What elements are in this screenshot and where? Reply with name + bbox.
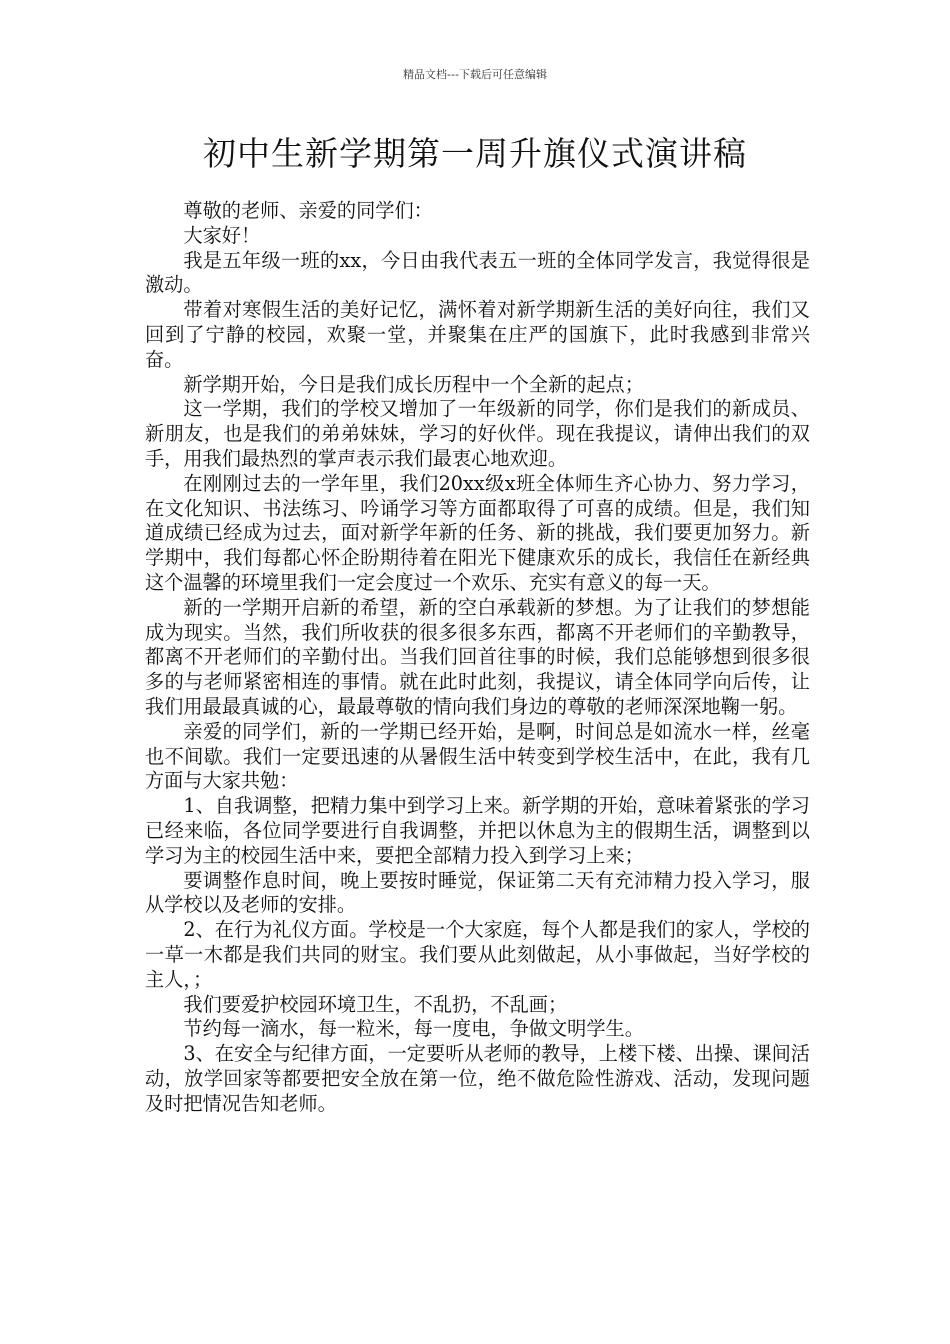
paragraph-new-start: 新学期开始，今日是我们成长历程中一个全新的起点； bbox=[183, 372, 644, 396]
document-body bbox=[145, 199, 810, 1116]
paragraph-hello: 大家好！ bbox=[183, 223, 261, 247]
paragraph-saving: 节约每一滴水，每一粒米，每一度电，争做文明学生。 bbox=[183, 1017, 644, 1041]
paragraph-hygiene: 我们要爱护校园环境卫生，不乱扔，不乱画； bbox=[183, 992, 568, 1016]
document-title: 初中生新学期第一周升旗仪式演讲稿 bbox=[203, 134, 747, 173]
paragraph-greeting: 尊敬的老师、亲爱的同学们： bbox=[183, 199, 433, 222]
paragraph-point-2: 2、在行为礼仪方面。学校是一个大家庭，每个人都是我们的家人，学校的一草一木都是我们共同的财宝。我们要从此刻做起，从小事做起，当好学校的主人，； bbox=[145, 918, 810, 991]
paragraph-encourage: 亲爱的同学们，新的一学期已经开始，是啊，时间总是如流水一样，丝毫也不间歇。我们一定要迅速的从暑假生活中转变到学校生活中，在此，我有几方面与大家共勉： bbox=[145, 719, 810, 793]
paragraph-teachers: 新的一学期开启新的希望，新的空白承载新的梦想。为了让我们的梦想能成为现实。当然，我们所收获的很多很多东西，都离不开老师们的辛勤教导，都离不开老师们的辛勤付出。当我们回首往事的时候，我们总能够想到很多很多的与老师紧密相连的事情。就在此时此刻，我提议，请全体同学向后传，让我们用最最真诚的心，最最尊敬的情向我们身边的尊敬的老师深深地鞠一躬。 bbox=[145, 595, 810, 718]
paragraph-welcome: 这一学期，我们的学校又增加了一年级新的同学，你们是我们的新成员、新朋友，也是我们的弟弟妹妹，学习的好伙伴。现在我提议，请伸出我们的双手，用我们最热烈的掌声表示我们最衷心地欢迎。 bbox=[145, 397, 810, 470]
paragraph-point-1: 1、自我调整，把精力集中到学习上来。新学期的开始，意味着紧张的学习已经来临，各位同学要进行自我调整，并把以休息为主的假期生活，调整到以学习为主的校园生活中来，要把全部精力投入到学习上来； bbox=[145, 794, 810, 867]
paragraph-intro: 我是五年级一班的xx，今日由我代表五一班的全体同学发言，我觉得很是激动。 bbox=[145, 248, 810, 297]
paragraph-last-year: 在刚刚过去的一学年里，我们20xx级x班全体师生齐心协力、努力学习，在文化知识、书法练习、吟诵学习等方面都取得了可喜的成绩。但是，我们知道成绩已经成为过去，面对新学年新的任务、新的挑战，我们要更加努力。新学期中，我们每都心怀企盼期待着在阳光下健康欢乐的成长，我信任在新经典这个温馨的环境里我们一定会度过一个欢乐、充实有意义的每一天。 bbox=[145, 471, 810, 594]
header-note: 精品文档---下载后可任意编辑 bbox=[403, 68, 547, 81]
paragraph-point-3: 3、在安全与纪律方面，一定要听从老师的教导，上楼下楼、出操、课间活动，放学回家等都要把安全放在第一位，绝不做危险性游戏、活动，发现问题及时把情况告知老师。 bbox=[145, 1042, 810, 1115]
paragraph-return: 带着对寒假生活的美好记忆，满怀着对新学期新生活的美好向往，我们又回到了宁静的校园，欢聚一堂，并聚集在庄严的国旗下，此时我感到非常兴奋。 bbox=[145, 298, 810, 371]
paragraph-schedule: 要调整作息时间，晚上要按时睡觉，保证第二天有充沛精力投入学习，服从学校以及老师的安排。 bbox=[145, 868, 810, 917]
